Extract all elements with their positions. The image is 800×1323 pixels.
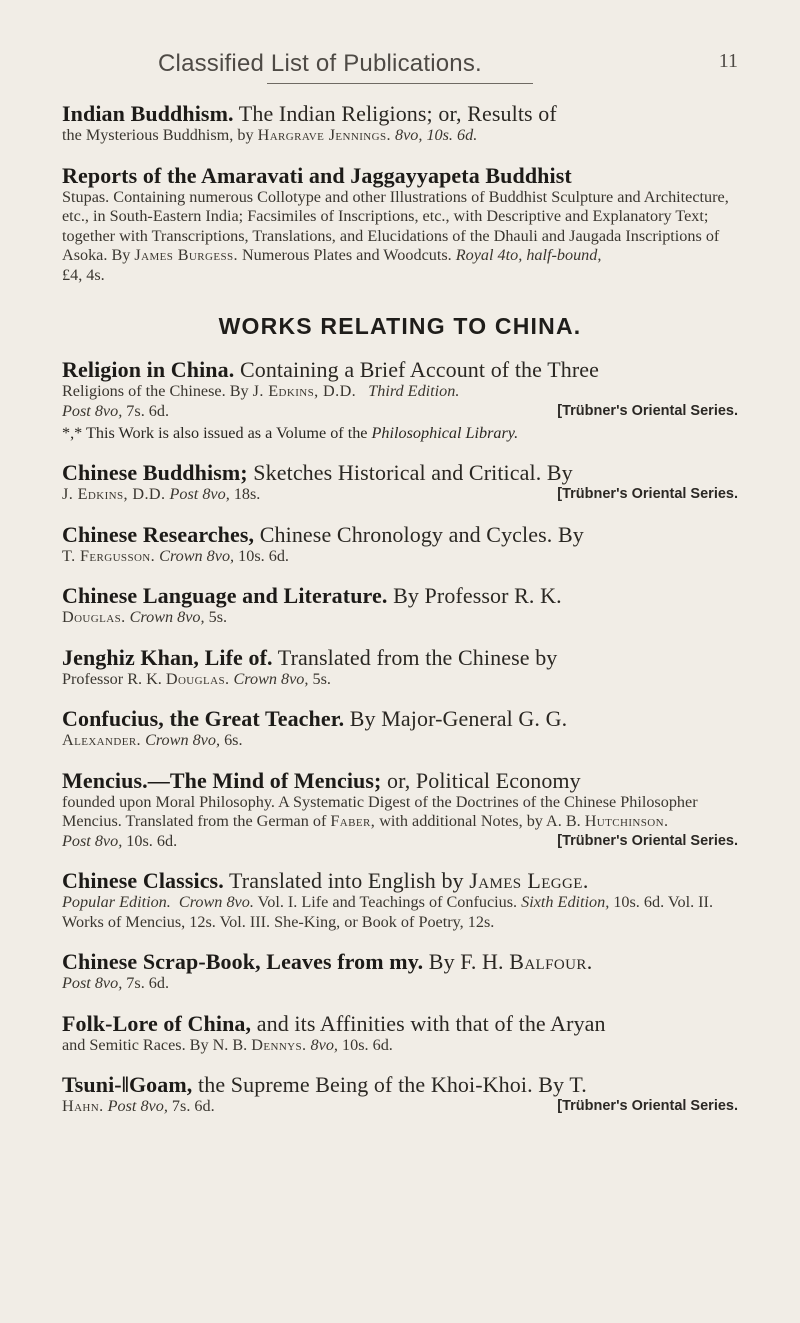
- entry-lead-text: Chinese Chronology and Cycles. By: [254, 521, 584, 547]
- entry-lead: [62, 358, 738, 382]
- book-format: Crown 8vo,: [159, 546, 235, 565]
- entry-description: [62, 1036, 738, 1056]
- entry-lead-text: or, Political Economy: [381, 767, 581, 793]
- entry-lead: [62, 950, 738, 974]
- book-format: Post 8vo,: [107, 1097, 168, 1115]
- running-title: Classified List of Publications.: [158, 50, 482, 77]
- entry-description: [62, 188, 738, 286]
- entry-lead: [62, 102, 738, 126]
- entry-lead-text: By F. H.: [423, 949, 510, 974]
- entry-description: [62, 893, 738, 932]
- series-label: [Trübner's Oriental Series.: [557, 486, 738, 502]
- description-text: Vol. I. Life and Teachings of Confucius.: [253, 893, 522, 911]
- author-name: J. Edkins, D.D.: [62, 485, 166, 503]
- entry-description: [62, 1097, 738, 1117]
- entry-religion-in-china: [62, 358, 738, 443]
- entry-lead-text: Containing a Brief Account of the Three: [234, 357, 600, 382]
- price: 5s.: [204, 608, 228, 626]
- entry-mencius: [62, 769, 738, 852]
- entry-lead: [62, 869, 738, 893]
- book-format: 8vo,: [390, 126, 427, 144]
- entry-confucius: [62, 707, 738, 751]
- entry-title: Mencius.—The Mind of Mencius;: [62, 767, 382, 793]
- entry-amaravati-reports: [62, 164, 738, 286]
- author-name: Douglas.: [62, 608, 126, 626]
- entry-title: Chinese Buddhism;: [62, 460, 248, 485]
- price: 7s. 6d.: [167, 1097, 215, 1115]
- author-name: James Burgess.: [134, 246, 238, 264]
- entry-lead: [62, 523, 738, 547]
- price: 18s.: [229, 485, 261, 503]
- author-name: Balfour.: [509, 949, 593, 974]
- edition: Sixth Edition,: [521, 893, 610, 911]
- entry-chinese-scrap-book: [62, 950, 738, 994]
- entry-jenghiz-khan: [62, 646, 738, 690]
- price: 7s. 6d.: [122, 401, 170, 420]
- book-format: Post 8vo,: [62, 831, 123, 850]
- entry-chinese-buddhism: [62, 461, 738, 505]
- entry-lead: [62, 707, 738, 731]
- entry-title: Reports of the Amaravati and Jaggayyapeta Buddhist: [62, 162, 572, 188]
- entry-lead: [62, 1073, 738, 1097]
- book-format: 8vo,: [310, 1035, 338, 1054]
- price: 7s. 6d.: [122, 974, 170, 992]
- series-label: [Trübner's Oriental Series.: [557, 402, 738, 419]
- author-name: J. Edkins, D.D.: [252, 382, 357, 400]
- author-name: Hargrave Jennings.: [257, 126, 391, 144]
- entry-lead-text: By Major-General G. G.: [344, 706, 568, 731]
- description-text: Numerous Plates and Woodcuts.: [237, 246, 456, 264]
- price: 6s.: [220, 731, 243, 749]
- book-format: Crown 8vo,: [145, 731, 221, 749]
- author-name: Dennys.: [251, 1035, 307, 1054]
- description-text: and Semitic Races. By N. B.: [62, 1035, 252, 1054]
- author-name: Hutchinson.: [584, 812, 669, 830]
- author-name: Hahn.: [62, 1097, 104, 1115]
- entry-lead-text: the Supreme Being of the Khoi-Khoi. By T.: [192, 1072, 587, 1097]
- entry-description: [62, 126, 738, 146]
- header-rule: [267, 83, 533, 84]
- entry-lead: [62, 646, 738, 670]
- entry-title: Religion in China.: [62, 357, 235, 382]
- section-heading: WORKS RELATING TO CHINA.: [218, 313, 582, 339]
- entry-description: [62, 485, 738, 505]
- entry-lead-text: Translated into English by: [223, 868, 470, 893]
- book-format: Post 8vo,: [62, 974, 123, 992]
- entry-lead-text: The Indian Religions; or, Results of: [233, 101, 557, 126]
- entry-chinese-language: [62, 584, 738, 628]
- entry-title: Tsuni-‖Goam,: [62, 1072, 193, 1097]
- entry-description: [62, 670, 738, 690]
- author-name: Alexander.: [62, 731, 142, 749]
- entry-description: [62, 547, 738, 567]
- entry-title: Folk-Lore of China,: [62, 1010, 252, 1036]
- entry-chinese-researches: [62, 523, 738, 567]
- book-format: Crown 8vo.: [178, 893, 254, 911]
- entry-title: Chinese Language and Literature.: [62, 583, 388, 608]
- series-label: [Trübner's Oriental Series.: [557, 832, 738, 849]
- entry-title: Indian Buddhism.: [62, 101, 234, 126]
- entry-title: Chinese Classics.: [62, 868, 224, 893]
- entry-tsuni-goam: [62, 1073, 738, 1117]
- book-format: Crown 8vo,: [129, 608, 205, 626]
- description-text: Professor R. K.: [62, 669, 166, 688]
- entry-lead: [62, 1012, 738, 1036]
- price: 10s. 6d.: [337, 1035, 393, 1054]
- description-text: founded upon Moral Philosophy. A Systematic Digest of the Doctrines of the Chinese Philosopher Mencius. Translated from the German of: [62, 792, 698, 830]
- entry-lead-text: and its Affinities with that of the Aryan: [251, 1010, 606, 1036]
- note-series: Philosophical Library.: [371, 424, 519, 442]
- author-name: Faber,: [330, 812, 376, 830]
- entry-lead: [62, 461, 738, 485]
- description-text: Religions of the Chinese. By: [62, 382, 253, 400]
- price: 5s.: [308, 669, 331, 688]
- note-text: *,* This Work is also issued as a Volume of the: [62, 424, 372, 442]
- author-name: T. Fergusson.: [62, 546, 156, 565]
- entry-chinese-classics: [62, 869, 738, 932]
- entry-title: Jenghiz Khan, Life of.: [62, 644, 273, 670]
- book-format: Royal 4to, half-bound,: [455, 246, 602, 264]
- book-format: Post 8vo,: [169, 485, 230, 503]
- entry-title: Chinese Researches,: [62, 521, 255, 547]
- entry-lead: [62, 164, 738, 188]
- description-text: 10s. 6d. Vol. II. Works of Mencius, 12s. Vol. III. She-King, or Book of Poetry, 12s.: [62, 893, 713, 931]
- entry-description: [62, 731, 738, 751]
- entry-indian-buddhism: [62, 102, 738, 146]
- entry-description: [62, 793, 738, 852]
- price: £4, 4s.: [62, 265, 105, 284]
- price: 10s. 6d.: [122, 831, 178, 850]
- entry-lead-text: Translated from the Chinese by: [272, 644, 558, 670]
- entry-description: [62, 382, 738, 421]
- entry-lead: [62, 769, 738, 793]
- series-label: [Trübner's Oriental Series.: [557, 1098, 738, 1114]
- description-text: the Mysterious Buddhism, by: [62, 126, 258, 144]
- entry-lead: [62, 584, 738, 608]
- author-name: Douglas.: [165, 669, 230, 688]
- edition: Third Edition.: [368, 382, 460, 400]
- description-text: Stupas. Containing numerous Collotype and other Illustrations of Buddhist Sculpture and Architecture, etc., in South-Eastern India; Facsimiles of Inscriptions, etc., with Descriptive and Explanatory Text; together with Transcriptions, Translations, and Elucidations of the Dhauli and Jaugada Inscriptions of Asoka. By: [62, 187, 729, 264]
- edition: Popular Edition.: [62, 893, 171, 911]
- running-head: [62, 0, 738, 84]
- entry-description: [62, 974, 738, 994]
- entry-description: [62, 608, 738, 628]
- entry-title: Confucius, the Great Teacher.: [62, 706, 345, 731]
- entry-lead-text: Sketches Historical and Critical. By: [247, 460, 573, 485]
- price: 10s. 6d.: [234, 546, 289, 565]
- entry-note: [62, 423, 738, 443]
- book-format: Crown 8vo,: [233, 669, 309, 688]
- entry-lead-text: By Professor R. K.: [387, 583, 562, 608]
- author-name: James Legge.: [469, 868, 589, 893]
- entry-folk-lore-of-china: [62, 1012, 738, 1056]
- entry-title: Chinese Scrap-Book, Leaves from my.: [62, 949, 424, 974]
- book-format: Post 8vo,: [62, 401, 123, 420]
- price: 10s. 6d.: [426, 126, 478, 144]
- description-text: with additional Notes, by A. B.: [375, 812, 585, 830]
- page-number: 11: [718, 50, 738, 72]
